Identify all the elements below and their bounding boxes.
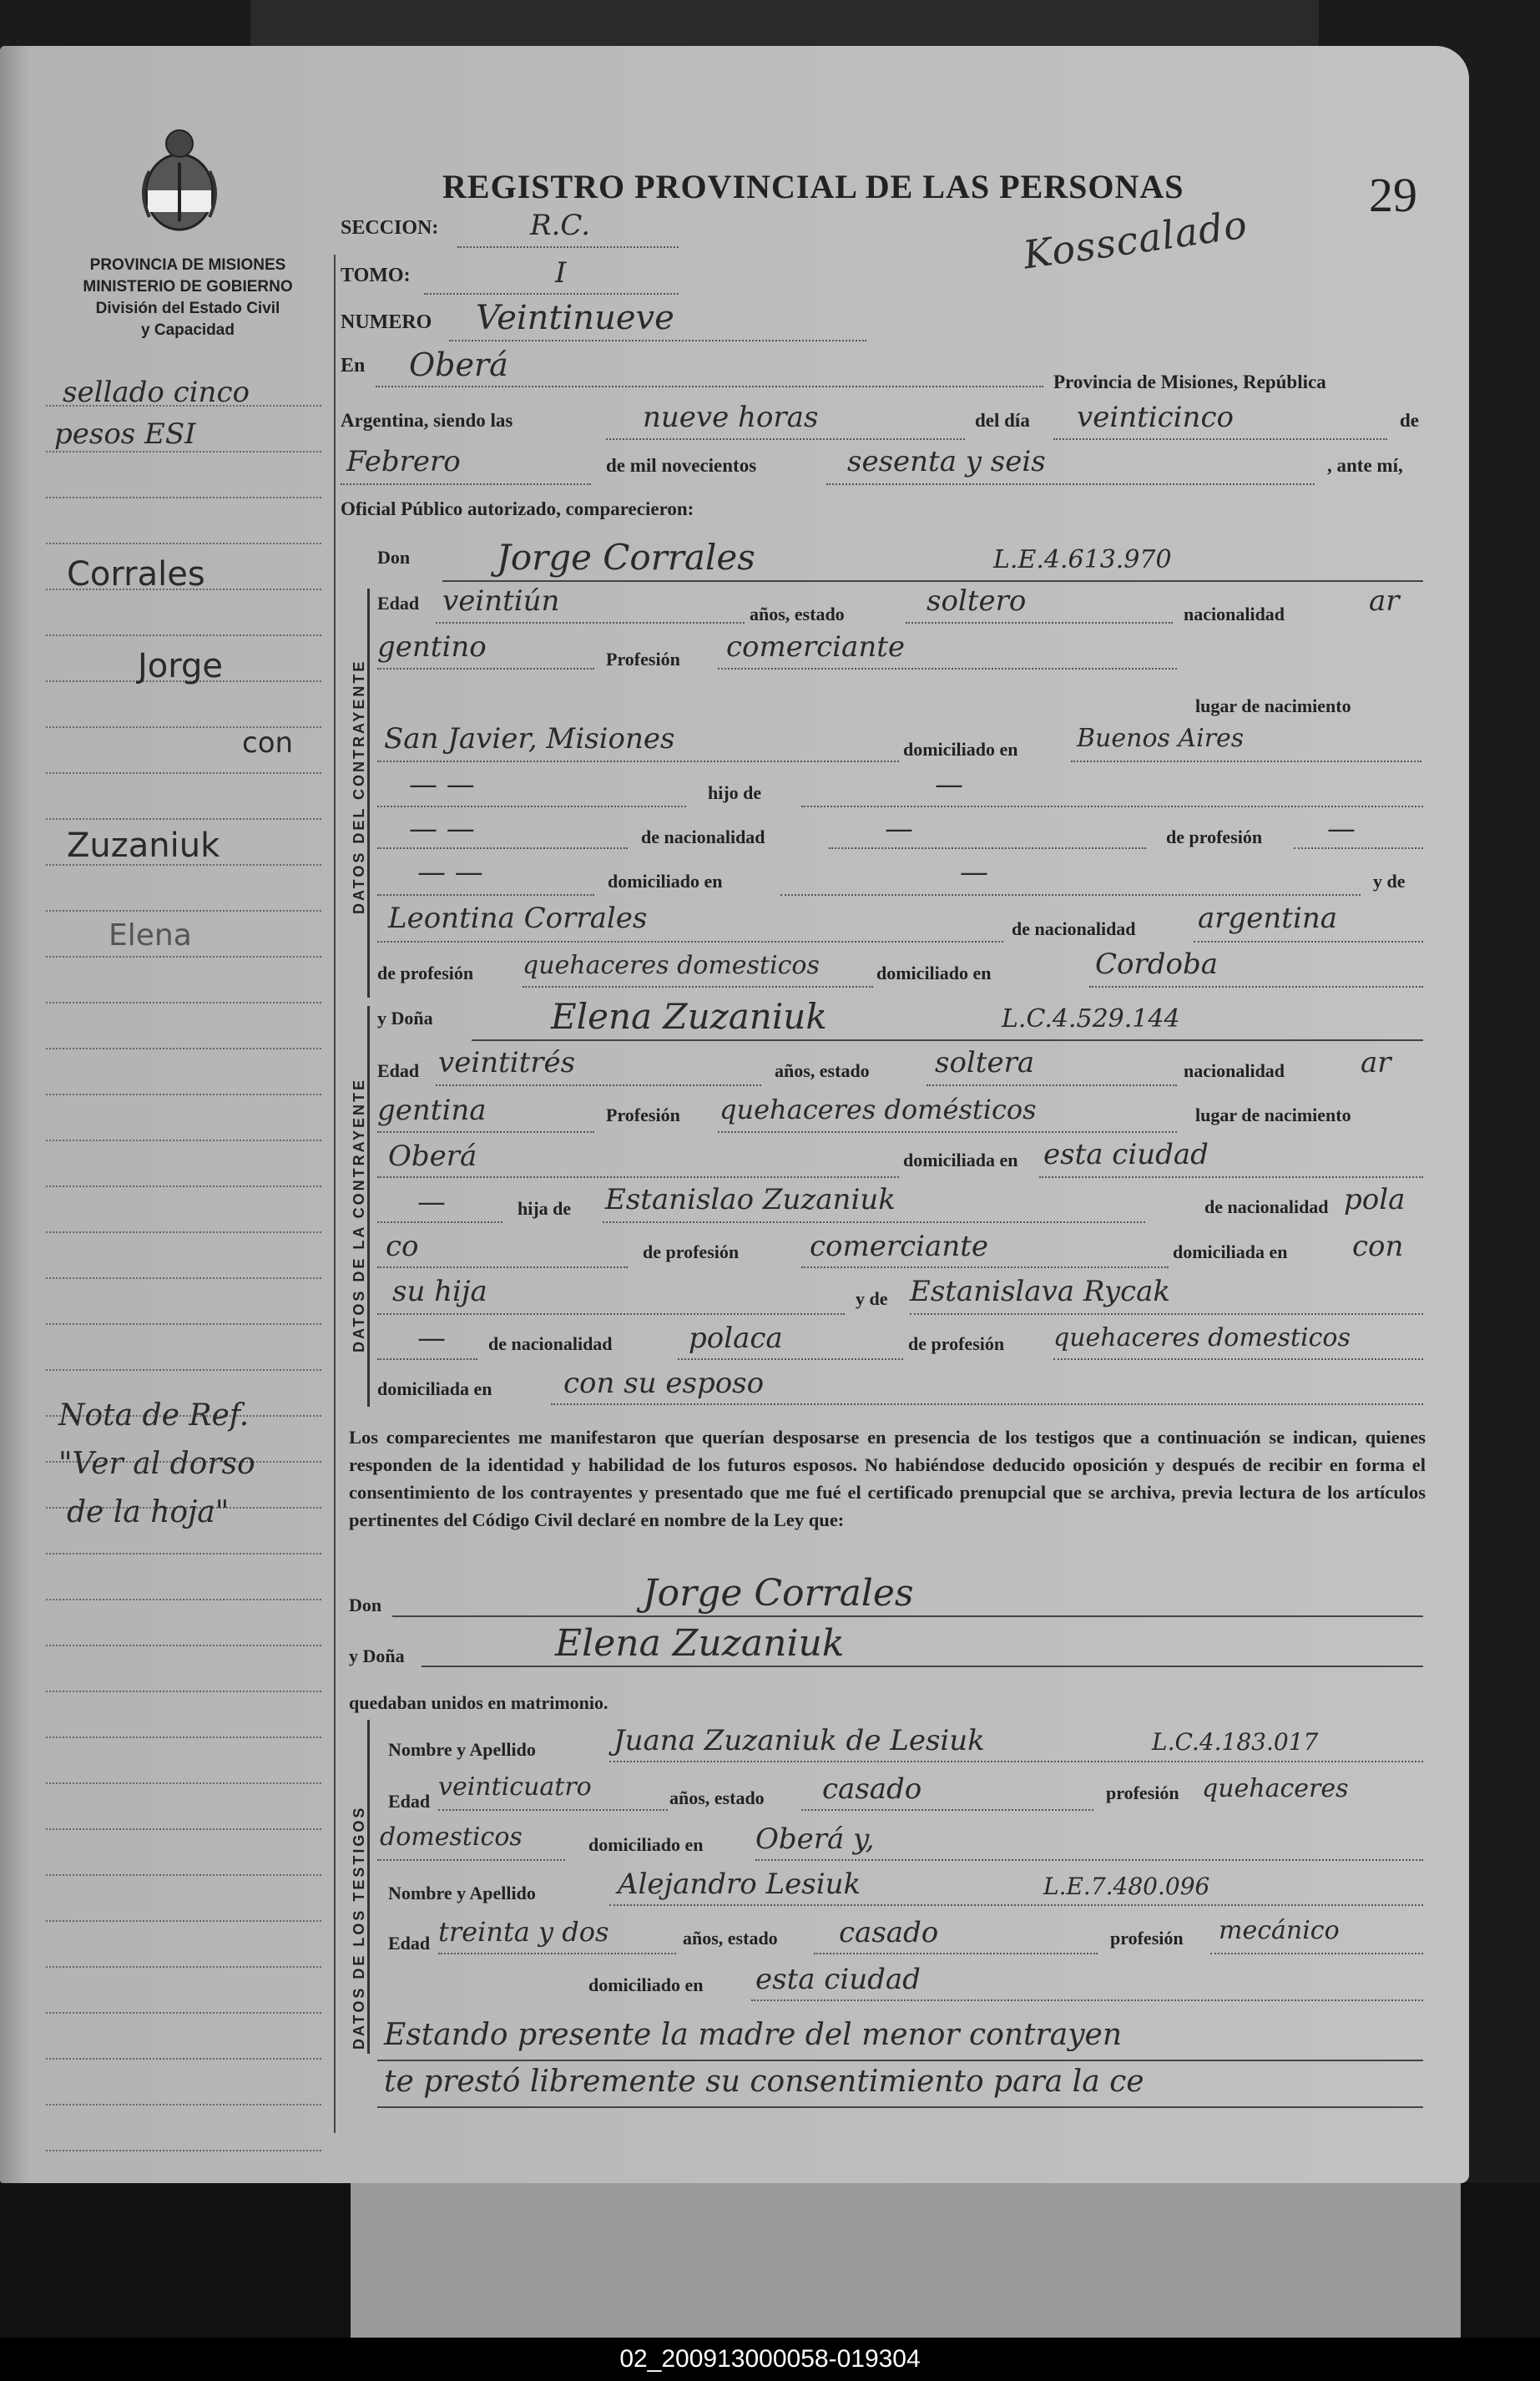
hora-value: nueve horas bbox=[643, 401, 819, 434]
bride-dash2: — bbox=[417, 1322, 446, 1355]
bride-lugar: Oberá bbox=[388, 1140, 477, 1173]
top-binding-strip bbox=[250, 0, 1319, 46]
witness2-estado: casado bbox=[839, 1916, 939, 1949]
column-divider bbox=[334, 255, 336, 2133]
bride-father-nac-part1: pola bbox=[1344, 1183, 1406, 1216]
bride-father-dom-part1: con bbox=[1352, 1230, 1404, 1263]
en-value: Oberá bbox=[409, 346, 508, 383]
witness2-domicilio: esta ciudad bbox=[755, 1963, 921, 1996]
margin-surname-groom: Corrales bbox=[67, 555, 205, 594]
groom-nac-part2: gentino bbox=[377, 630, 487, 664]
margin-ref-note-line2: "Ver al dorso bbox=[58, 1447, 255, 1481]
groom-hijo-label: hijo de bbox=[708, 782, 762, 803]
bride-nac-part2: gentina bbox=[377, 1094, 487, 1127]
groom-father-dom-label: domiciliado en bbox=[608, 871, 723, 892]
groom-lugar: San Javier, Misiones bbox=[384, 722, 675, 756]
bride-mother-name: Estanislava Rycak bbox=[910, 1275, 1170, 1308]
t1-prof-label: profesión bbox=[1106, 1782, 1179, 1803]
groom-prof-label: Profesión bbox=[606, 649, 680, 670]
coat-of-arms-icon bbox=[138, 125, 221, 238]
seccion-value: R.C. bbox=[530, 209, 591, 242]
bride-father-nac-label: de nacionalidad bbox=[1204, 1196, 1329, 1217]
bride-father-dom-label: domiciliada en bbox=[1173, 1241, 1288, 1262]
page-number: 29 bbox=[1369, 168, 1417, 222]
contrayente-section-label: DATOS DEL CONTRAYENTE bbox=[351, 659, 367, 914]
bride-estado-label: años, estado bbox=[775, 1060, 870, 1081]
decl-bride-name: Elena Zuzaniuk bbox=[555, 1622, 845, 1665]
groom-estado-label: años, estado bbox=[750, 604, 845, 624]
witness1-document: L.C.4.183.017 bbox=[1152, 1728, 1319, 1756]
bride-lugar-label: lugar de nacimiento bbox=[1195, 1105, 1351, 1125]
t2-nombre-label: Nombre y Apellido bbox=[388, 1883, 536, 1903]
margin-name-bride: Elena bbox=[109, 918, 192, 953]
t2-prof-label: profesión bbox=[1110, 1928, 1184, 1949]
scanner-background bbox=[0, 2183, 1540, 2338]
mil-novecientos-label: de mil novecientos bbox=[606, 455, 757, 476]
groom-name: Jorge Corrales bbox=[497, 537, 755, 578]
bride-dom-label: domiciliada en bbox=[903, 1150, 1018, 1170]
scan-footer-code: 02_200913000058-019304 bbox=[0, 2338, 1540, 2381]
bride-father-dom-part2: su hija bbox=[392, 1275, 487, 1308]
declaration-paragraph: Los comparecientes me manifestaron que querían desposarse en presencia de los testigos que a continuación se indican, quienes responden de la identidad y habilidad de los futuros esposos. No habiéndose deducido oposición y después de recibir en forma el consentimiento de los contrayentes y presentado que me fué el certificado prenupcial que se archiva, previa lectura de los artículos pertinentes del Código Civil declaré en nombre de la Ley que: bbox=[349, 1427, 1426, 1530]
capacity-line: y Capacidad bbox=[141, 321, 235, 339]
don-label: Don bbox=[377, 547, 411, 568]
register-page bbox=[0, 46, 1469, 2183]
groom-nac-label: nacionalidad bbox=[1184, 604, 1285, 624]
groom-domicilio: Buenos Aires bbox=[1077, 724, 1245, 753]
groom-nac-part1: ar bbox=[1369, 584, 1400, 618]
groom-mother-dom-label: domiciliado en bbox=[876, 963, 992, 983]
margin-con: con bbox=[242, 726, 294, 760]
witness2-prof: mecánico bbox=[1219, 1916, 1340, 1945]
groom-hijo-de: — bbox=[935, 768, 963, 801]
groom-edad-label: Edad bbox=[377, 593, 420, 614]
witness2-edad: treinta y dos bbox=[438, 1916, 609, 1948]
groom-dash2: — bbox=[885, 812, 913, 846]
groom-mother-nac: argentina bbox=[1198, 902, 1338, 935]
witness1-prof-part1: quehaceres bbox=[1202, 1774, 1349, 1803]
final-note-line1: Estando presente la madre del menor contrayen bbox=[384, 2018, 1123, 2052]
groom-father-nac-label: de nacionalidad bbox=[641, 827, 765, 847]
province-line: PROVINCIA DE MISIONES bbox=[89, 256, 286, 274]
margin-surname-bride: Zuzaniuk bbox=[67, 827, 220, 865]
witness1-domicilio: Oberá y, bbox=[755, 1822, 875, 1856]
witness1-name: Juana Zuzaniuk de Lesiuk bbox=[613, 1724, 985, 1757]
bride-father-prof-label: de profesión bbox=[643, 1241, 740, 1262]
page-title: REGISTRO PROVINCIAL DE LAS PERSONAS bbox=[442, 168, 1184, 205]
bride-mother-prof: quehaceres domesticos bbox=[1053, 1323, 1351, 1352]
t1-dom-label: domiciliado en bbox=[588, 1834, 704, 1855]
bride-mother-dom-label: domiciliada en bbox=[377, 1378, 492, 1399]
groom-y-de-label: y de bbox=[1373, 871, 1406, 892]
province-header-block bbox=[50, 255, 326, 341]
tomo-value: I bbox=[555, 256, 567, 290]
bride-father-nac-part2: co bbox=[386, 1230, 419, 1263]
dona-label: y Doña bbox=[377, 1008, 433, 1029]
bride-father-name: Estanislao Zuzaniuk bbox=[605, 1183, 896, 1216]
decl-dona-label: y Doña bbox=[349, 1645, 405, 1666]
del-dia-label: del día bbox=[975, 410, 1030, 431]
groom-mother-prof: quehaceres domesticos bbox=[523, 951, 820, 980]
numero-value: Veintinueve bbox=[476, 299, 674, 337]
groom-father-prof-label: de profesión bbox=[1166, 827, 1263, 847]
witness1-estado: casado bbox=[822, 1772, 922, 1806]
ante-mi-label: , ante mí, bbox=[1327, 455, 1403, 476]
ministry-line: MINISTERIO DE GOBIERNO bbox=[83, 278, 293, 296]
oficial-text: Oficial Público autorizado, comparecieron: bbox=[341, 498, 694, 519]
groom-lugar-label: lugar de nacimiento bbox=[1195, 695, 1351, 716]
groom-estado: soltero bbox=[927, 584, 1027, 618]
groom-mother-dom: Cordoba bbox=[1095, 948, 1219, 981]
groom-dash5: — bbox=[960, 856, 988, 889]
bride-document: L.C.4.529.144 bbox=[1002, 1004, 1180, 1034]
header-signature: Kosscalado bbox=[1020, 201, 1250, 278]
bride-dash1: — bbox=[417, 1185, 446, 1219]
stamp-note-line2: pesos ESI bbox=[54, 417, 196, 451]
provincia-text: Provincia de Misiones, República bbox=[1053, 372, 1326, 392]
t1-edad-label: Edad bbox=[388, 1791, 431, 1812]
t2-dom-label: domiciliado en bbox=[588, 1974, 704, 1995]
bride-mother-nac: polaca bbox=[689, 1322, 783, 1355]
margin-name-groom: Jorge bbox=[138, 647, 224, 685]
bride-nac-label: nacionalidad bbox=[1184, 1060, 1285, 1081]
bride-y-de-label: y de bbox=[856, 1288, 888, 1309]
groom-document: L.E.4.613.970 bbox=[993, 545, 1172, 574]
margin-ref-note-line1: Nota de Ref. bbox=[58, 1398, 250, 1433]
t2-edad-label: Edad bbox=[388, 1933, 431, 1954]
bride-mother-dom: con su esposo bbox=[563, 1367, 765, 1400]
division-line: División del Estado Civil bbox=[95, 300, 280, 317]
bride-edad-label: Edad bbox=[377, 1060, 420, 1081]
decl-don-label: Don bbox=[349, 1595, 382, 1615]
margin-ref-note-line3: de la hoja" bbox=[67, 1495, 230, 1529]
groom-edad: veintiún bbox=[442, 584, 560, 618]
bride-prof-label: Profesión bbox=[606, 1105, 680, 1125]
groom-mother-name: Leontina Corrales bbox=[388, 902, 648, 935]
t1-estado-label: años, estado bbox=[669, 1787, 765, 1808]
de-label: de bbox=[1400, 410, 1419, 431]
bride-profesion: quehaceres domésticos bbox=[720, 1094, 1037, 1125]
final-note-line2: te prestó libremente su consentimiento para la ce bbox=[384, 2065, 1144, 2099]
bride-estado: soltera bbox=[935, 1046, 1035, 1079]
bride-mother-nac-label: de nacionalidad bbox=[488, 1333, 613, 1354]
seccion-label: SECCION: bbox=[341, 217, 439, 239]
contrayente-f-section-label: DATOS DE LA CONTRAYENTE bbox=[351, 1077, 367, 1352]
bride-name: Elena Zuzaniuk bbox=[551, 996, 827, 1037]
bride-domicilio: esta ciudad bbox=[1043, 1138, 1209, 1171]
testigos-section-label: DATOS DE LOS TESTIGOS bbox=[351, 1805, 367, 2050]
t1-nombre-label: Nombre y Apellido bbox=[388, 1739, 536, 1760]
t2-estado-label: años, estado bbox=[683, 1928, 778, 1949]
tomo-label: TOMO: bbox=[341, 265, 411, 286]
groom-dash1: — — bbox=[409, 812, 475, 846]
groom-dash3: — bbox=[1327, 812, 1356, 846]
groom-mother-prof-label: de profesión bbox=[377, 963, 474, 983]
bride-edad: veintitrés bbox=[438, 1046, 576, 1079]
witness1-prof-part2: domesticos bbox=[380, 1822, 523, 1852]
numero-label: NUMERO bbox=[341, 311, 432, 333]
bride-nac-part1: ar bbox=[1361, 1046, 1391, 1079]
groom-dom-label: domiciliado en bbox=[903, 739, 1018, 760]
groom-hijo-pre: — — bbox=[409, 768, 475, 801]
bride-mother-prof-label: de profesión bbox=[908, 1333, 1005, 1354]
witness1-edad: veinticuatro bbox=[438, 1772, 592, 1802]
decl-groom-name: Jorge Corrales bbox=[643, 1572, 914, 1615]
argentina-text: Argentina, siendo las bbox=[341, 410, 513, 431]
witness2-document: L.E.7.480.096 bbox=[1043, 1873, 1210, 1900]
mes-value: Febrero bbox=[346, 445, 461, 478]
groom-profesion: comerciante bbox=[726, 630, 905, 664]
bride-father-prof: comerciante bbox=[810, 1230, 988, 1263]
groom-mother-nac-label: de nacionalidad bbox=[1012, 918, 1136, 939]
anio-value: sesenta y seis bbox=[847, 445, 1046, 478]
dia-value: veinticinco bbox=[1077, 401, 1234, 434]
en-label: En bbox=[341, 355, 366, 377]
bride-hija-label: hija de bbox=[518, 1198, 572, 1219]
matrimonio-text: quedaban unidos en matrimonio. bbox=[349, 1692, 608, 1713]
groom-dash4: — — bbox=[417, 856, 483, 889]
witness2-name: Alejandro Lesiuk bbox=[618, 1868, 861, 1901]
stamp-note-line1: sellado cinco bbox=[63, 376, 250, 409]
